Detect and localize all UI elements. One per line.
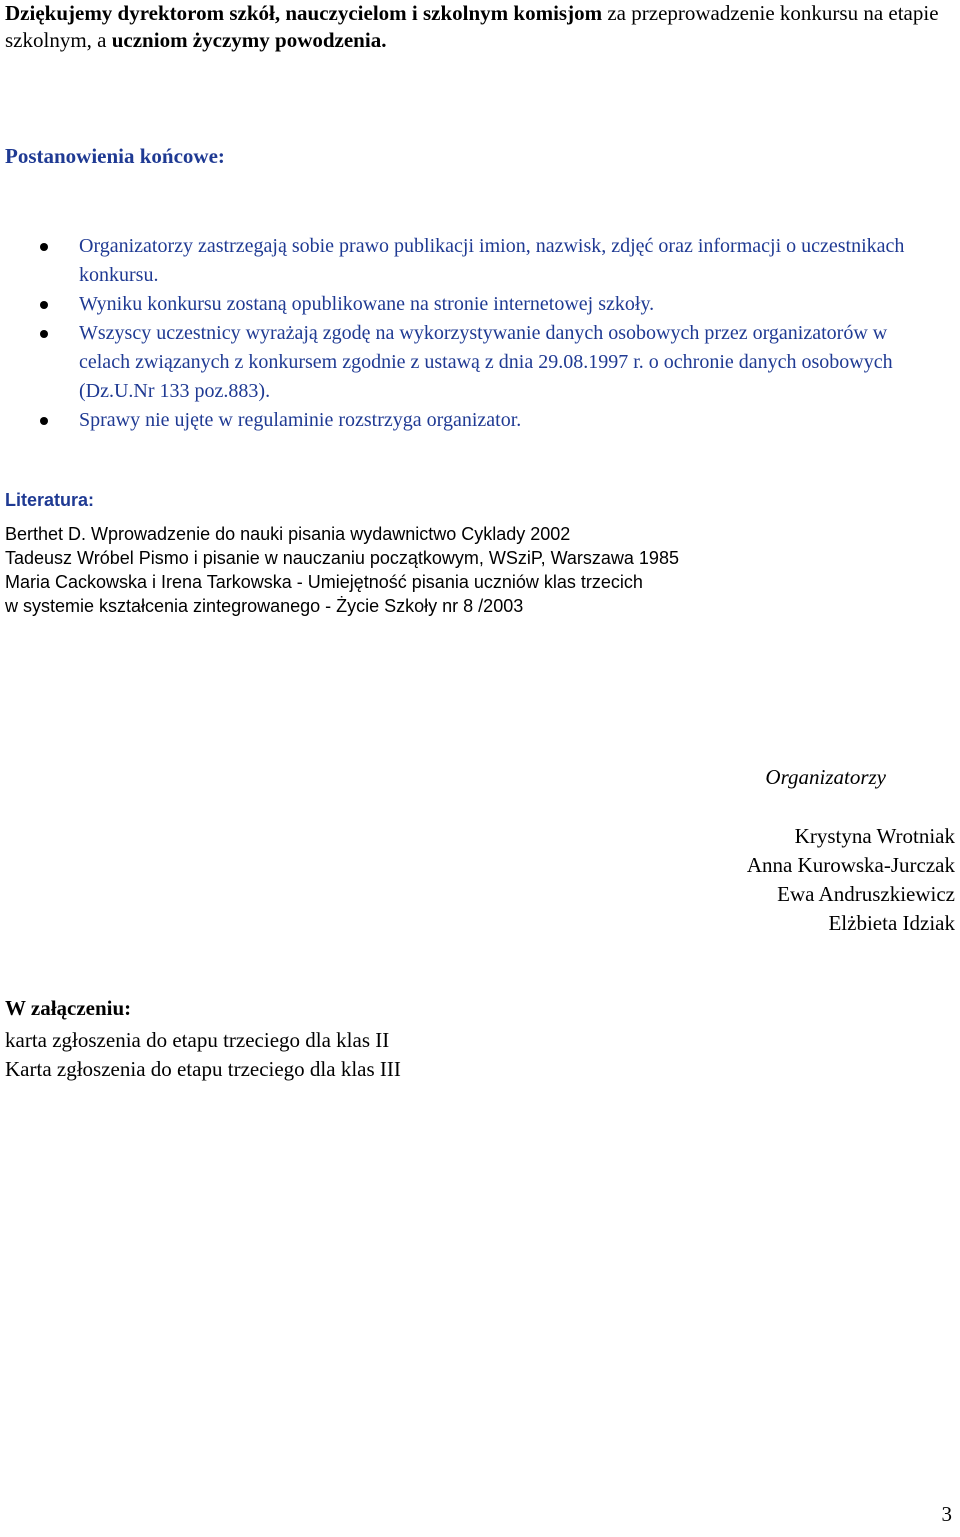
organizer-name: Anna Kurowska-Jurczak (746, 853, 955, 877)
attachments-list (5, 1026, 401, 1084)
literature-item: Maria Cackowska i Irena Tarkowska - Umiejętność pisania uczniów klas trzecich (5, 572, 643, 592)
list-item-text: Wyniku konkursu zostaną opublikowane na stronie internetowej szkoły. (79, 293, 655, 315)
attachment-item: Karta zgłoszenia do etapu trzeciego dla klas III (5, 1057, 401, 1081)
final-provisions-heading: Postanowienia końcowe: (5, 144, 225, 168)
literature-item: Tadeusz Wróbel Pismo i pisanie w nauczaniu początkowym, WSziP, Warszawa 1985 (5, 548, 679, 568)
list-item (0, 290, 960, 319)
organizer-name: Ewa Andruszkiewicz (777, 882, 955, 906)
attachments-heading: W załączeniu: (5, 996, 132, 1020)
bullet-icon (40, 243, 48, 251)
thanks-bold-part-2: uczniom życzymy powodzenia. (111, 28, 387, 52)
bullet-icon (40, 330, 48, 338)
list-item-text: Wszyscy uczestnicy wyrażają zgodę na wykorzystywanie danych osobowych przez organizatorów w celach związanych z konkursem zgodnie z ustawą z dnia 29.08.1997 r. o ochronie danych osobowych (Dz.U.Nr 133 poz.883). (79, 322, 893, 402)
thanks-normal-part: za przeprowadzenie konkursu na etapie szkolnym, a (5, 1, 939, 52)
list-item (0, 406, 960, 435)
list-item (0, 232, 960, 290)
organizers-heading: Organizatorzy (765, 765, 886, 789)
literature-heading: Literatura: (5, 490, 95, 510)
attachment-item: karta zgłoszenia do etapu trzeciego dla klas II (5, 1028, 390, 1052)
literature-item: w systemie kształcenia zintegrowanego - Życie Szkoły nr 8 /2003 (5, 596, 524, 616)
organizer-name: Krystyna Wrotniak (794, 824, 955, 848)
organizer-name: Elżbieta Idziak (828, 911, 955, 935)
final-provisions-list (0, 232, 960, 435)
literature-item: Berthet D. Wprowadzenie do nauki pisania wydawnictwo Cyklady 2002 (5, 524, 571, 544)
list-item-text: Organizatorzy zastrzegają sobie prawo publikacji imion, nazwisk, zdjęć oraz informacji o uczestnikach konkursu. (79, 235, 905, 286)
bullet-icon (40, 301, 48, 309)
thanks-bold-part-1: Dziękujemy dyrektorom szkół, nauczycielom i szkolnym komisjom (5, 1, 603, 25)
bullet-icon (40, 417, 48, 425)
page-number: 3 (941, 1502, 952, 1526)
list-item-text: Sprawy nie ujęte w regulaminie rozstrzyga organizator. (79, 409, 522, 431)
list-item (0, 319, 960, 406)
literature-list (5, 522, 679, 618)
thanks-paragraph (5, 0, 955, 54)
organizers-list (747, 822, 955, 938)
